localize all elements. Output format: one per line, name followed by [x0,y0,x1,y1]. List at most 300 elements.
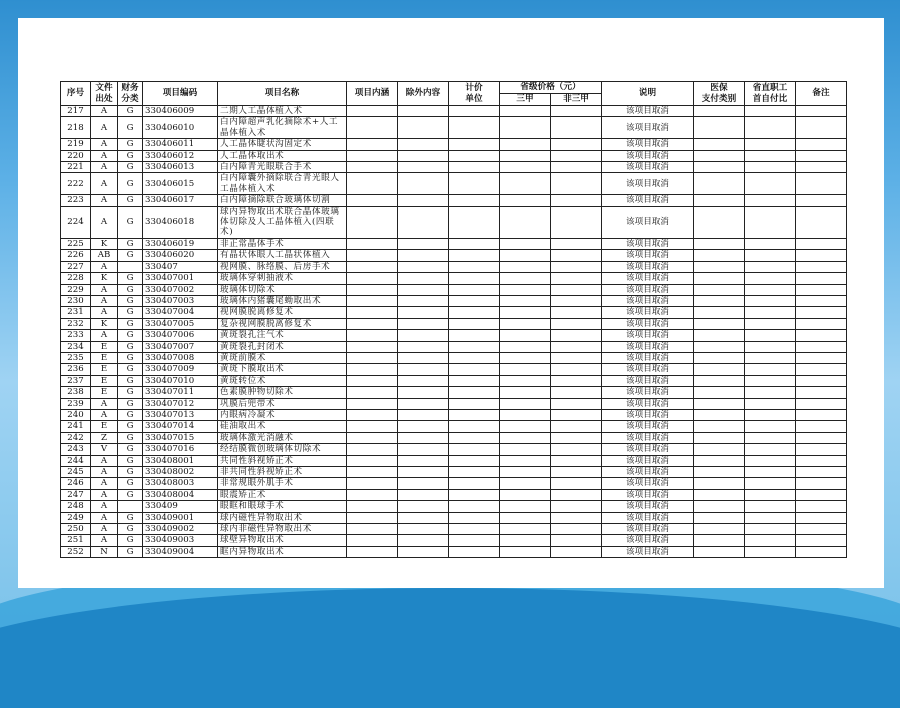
row-memo [796,117,847,139]
row-finance: G [118,330,143,341]
row-seq: 248 [61,501,91,512]
price-table [60,81,847,558]
row-connotation [347,501,398,512]
row-memo [796,409,847,420]
row-price-a [500,444,551,455]
row-code: 330407015 [143,432,218,443]
row-connotation [347,375,398,386]
row-finance: G [118,284,143,295]
row-source: A [91,330,118,341]
row-price-a [500,307,551,318]
row-connotation [347,295,398,306]
row-memo [796,284,847,295]
row-unit [449,478,500,489]
row-finance [118,501,143,512]
row-exclusion [398,489,449,500]
row-remark: 该项目取消 [602,421,694,432]
row-code: 330409001 [143,512,218,523]
row-insurance [694,352,745,363]
row-price-a [500,375,551,386]
row-code: 330406012 [143,150,218,161]
row-name: 白内障超声乳化摘除术+人工晶体植入术 [218,117,347,139]
table-row [61,307,847,318]
row-price-b [551,489,602,500]
row-code: 330408001 [143,455,218,466]
row-insurance [694,387,745,398]
row-name: 内眼病冷凝术 [218,409,347,420]
row-remark: 该项目取消 [602,162,694,173]
table-row [61,409,847,420]
row-remark: 该项目取消 [602,307,694,318]
row-price-a [500,535,551,546]
row-source: A [91,117,118,139]
row-finance: G [118,398,143,409]
row-finance: G [118,250,143,261]
row-code: 330407008 [143,352,218,363]
row-price-b [551,206,602,238]
row-price-a [500,546,551,557]
row-source: A [91,295,118,306]
row-source: A [91,467,118,478]
row-remark: 该项目取消 [602,364,694,375]
row-finance: G [118,341,143,352]
row-price-b [551,375,602,386]
row-exclusion [398,284,449,295]
row-unit [449,535,500,546]
row-price-b [551,330,602,341]
background-wave-dark [0,588,900,708]
row-exclusion [398,444,449,455]
row-source: A [91,535,118,546]
row-price-a [500,173,551,195]
row-name: 人工晶体取出术 [218,150,347,161]
table-row [61,117,847,139]
row-price-b [551,173,602,195]
row-finance: G [118,524,143,535]
row-price-a [500,467,551,478]
row-exclusion [398,364,449,375]
row-price-b [551,364,602,375]
col-finance: 财务 分类 [118,82,143,106]
row-price-a [500,117,551,139]
row-price-b [551,117,602,139]
row-connotation [347,352,398,363]
row-finance: G [118,467,143,478]
row-price-a [500,273,551,284]
row-ratio [745,398,796,409]
row-finance: G [118,421,143,432]
col-source: 文件 出处 [91,82,118,106]
row-remark: 该项目取消 [602,150,694,161]
row-remark: 该项目取消 [602,117,694,139]
row-remark: 该项目取消 [602,444,694,455]
row-price-a [500,238,551,249]
row-ratio [745,364,796,375]
row-price-a [500,432,551,443]
row-ratio [745,432,796,443]
row-insurance [694,284,745,295]
row-exclusion [398,295,449,306]
row-price-b [551,318,602,329]
row-exclusion [398,173,449,195]
row-connotation [347,467,398,478]
row-insurance [694,273,745,284]
row-ratio [745,512,796,523]
row-insurance [694,375,745,386]
row-price-b [551,501,602,512]
row-memo [796,535,847,546]
row-unit [449,284,500,295]
row-unit [449,238,500,249]
row-connotation [347,117,398,139]
row-code: 330407013 [143,409,218,420]
row-price-b [551,295,602,306]
table-row [61,173,847,195]
row-memo [796,455,847,466]
row-price-b [551,352,602,363]
row-ratio [745,195,796,206]
table-row [61,206,847,238]
row-memo [796,162,847,173]
row-remark: 该项目取消 [602,489,694,500]
row-exclusion [398,195,449,206]
row-exclusion [398,535,449,546]
row-seq: 230 [61,295,91,306]
col-remark: 说明 [602,82,694,106]
row-unit [449,117,500,139]
row-memo [796,524,847,535]
row-price-b [551,524,602,535]
row-remark: 该项目取消 [602,432,694,443]
row-price-b [551,261,602,272]
row-memo [796,250,847,261]
col-memo: 备注 [796,82,847,106]
row-remark: 该项目取消 [602,295,694,306]
col-price-b: 非三甲 [551,94,602,106]
row-seq: 227 [61,261,91,272]
row-insurance [694,489,745,500]
row-ratio [745,444,796,455]
row-remark: 该项目取消 [602,398,694,409]
row-name: 球内异物取出术联合晶体玻璃体切除及人工晶体植入(四联术) [218,206,347,238]
row-seq: 221 [61,162,91,173]
col-exclusion: 除外内容 [398,82,449,106]
row-connotation [347,139,398,150]
row-connotation [347,398,398,409]
row-remark: 该项目取消 [602,512,694,523]
row-price-a [500,398,551,409]
row-source: A [91,162,118,173]
row-ratio [745,535,796,546]
row-price-b [551,250,602,261]
row-ratio [745,318,796,329]
row-exclusion [398,330,449,341]
row-source: E [91,387,118,398]
row-source: A [91,524,118,535]
table-row [61,284,847,295]
row-seq: 246 [61,478,91,489]
row-remark: 该项目取消 [602,250,694,261]
row-remark: 该项目取消 [602,238,694,249]
row-name: 球壁异物取出术 [218,535,347,546]
row-connotation [347,318,398,329]
row-exclusion [398,387,449,398]
table-row [61,398,847,409]
row-memo [796,195,847,206]
row-memo [796,364,847,375]
row-name: 视网膜脱离修复术 [218,307,347,318]
row-price-b [551,341,602,352]
row-memo [796,106,847,117]
row-connotation [347,387,398,398]
row-seq: 233 [61,330,91,341]
row-unit [449,139,500,150]
row-ratio [745,284,796,295]
row-unit [449,341,500,352]
row-seq: 229 [61,284,91,295]
row-memo [796,444,847,455]
row-connotation [347,341,398,352]
row-insurance [694,195,745,206]
row-price-b [551,444,602,455]
row-name: 球内磁性异物取出术 [218,512,347,523]
row-remark: 该项目取消 [602,284,694,295]
row-code: 330406017 [143,195,218,206]
row-price-a [500,501,551,512]
table-row [61,139,847,150]
row-seq: 222 [61,173,91,195]
row-exclusion [398,398,449,409]
row-exclusion [398,524,449,535]
row-unit [449,206,500,238]
row-name: 眼震矫正术 [218,489,347,500]
row-insurance [694,512,745,523]
row-insurance [694,162,745,173]
row-price-a [500,261,551,272]
row-connotation [347,284,398,295]
row-ratio [745,117,796,139]
row-exclusion [398,467,449,478]
row-insurance [694,295,745,306]
row-insurance [694,261,745,272]
table-row [61,195,847,206]
row-insurance [694,250,745,261]
row-name: 复杂视网膜脱离修复术 [218,318,347,329]
row-remark: 该项目取消 [602,535,694,546]
row-insurance [694,432,745,443]
row-exclusion [398,512,449,523]
row-unit [449,375,500,386]
row-exclusion [398,421,449,432]
row-price-a [500,330,551,341]
row-memo [796,352,847,363]
row-seq: 239 [61,398,91,409]
row-exclusion [398,341,449,352]
table-row [61,501,847,512]
row-remark: 该项目取消 [602,387,694,398]
row-insurance [694,524,745,535]
row-memo [796,173,847,195]
row-price-b [551,546,602,557]
row-memo [796,341,847,352]
row-seq: 231 [61,307,91,318]
table-row [61,444,847,455]
row-finance: G [118,295,143,306]
table-row [61,250,847,261]
row-name: 白内障青光眼联合手术 [218,162,347,173]
row-exclusion [398,162,449,173]
row-finance: G [118,150,143,161]
row-code: 330409002 [143,524,218,535]
row-finance: G [118,117,143,139]
row-name: 黄斑裂孔注气术 [218,330,347,341]
table-row [61,318,847,329]
row-ratio [745,387,796,398]
row-finance: G [118,444,143,455]
row-price-b [551,478,602,489]
row-connotation [347,478,398,489]
row-connotation [347,106,398,117]
row-exclusion [398,478,449,489]
row-price-a [500,455,551,466]
table-row [61,364,847,375]
row-ratio [745,261,796,272]
row-code: 330408004 [143,489,218,500]
row-price-a [500,295,551,306]
row-price-b [551,421,602,432]
row-unit [449,467,500,478]
row-seq: 224 [61,206,91,238]
row-price-a [500,421,551,432]
row-code: 330406009 [143,106,218,117]
row-connotation [347,546,398,557]
header-row [61,82,847,94]
row-remark: 该项目取消 [602,546,694,557]
row-unit [449,261,500,272]
row-ratio [745,106,796,117]
row-finance: G [118,162,143,173]
row-name: 玻璃体激光消融术 [218,432,347,443]
row-code: 330406019 [143,238,218,249]
row-exclusion [398,375,449,386]
row-price-b [551,432,602,443]
row-insurance [694,455,745,466]
col-ratio: 省直职工 首自付比 [745,82,796,106]
row-finance: G [118,318,143,329]
col-seq: 序号 [61,82,91,106]
row-seq: 244 [61,455,91,466]
row-source: A [91,261,118,272]
row-remark: 该项目取消 [602,330,694,341]
row-ratio [745,173,796,195]
row-insurance [694,444,745,455]
row-unit [449,398,500,409]
row-source: A [91,489,118,500]
row-exclusion [398,432,449,443]
row-finance: G [118,352,143,363]
row-unit [449,444,500,455]
row-exclusion [398,206,449,238]
row-unit [449,455,500,466]
row-seq: 220 [61,150,91,161]
row-source: A [91,455,118,466]
row-memo [796,318,847,329]
row-seq: 237 [61,375,91,386]
row-finance: G [118,432,143,443]
row-name: 眶内异物取出术 [218,546,347,557]
row-connotation [347,409,398,420]
row-finance: G [118,546,143,557]
row-unit [449,273,500,284]
row-unit [449,512,500,523]
row-connotation [347,273,398,284]
row-finance: G [118,139,143,150]
row-connotation [347,364,398,375]
row-price-b [551,150,602,161]
table-row [61,467,847,478]
row-insurance [694,206,745,238]
row-ratio [745,352,796,363]
row-seq: 241 [61,421,91,432]
row-unit [449,195,500,206]
row-name: 黄斑裂孔封闭术 [218,341,347,352]
row-name: 黄斑下膜取出术 [218,364,347,375]
row-seq: 240 [61,409,91,420]
row-finance: G [118,535,143,546]
row-price-a [500,150,551,161]
col-insurance: 医保 支付类别 [694,82,745,106]
row-code: 330409003 [143,535,218,546]
row-memo [796,546,847,557]
row-insurance [694,307,745,318]
row-ratio [745,501,796,512]
row-code: 330407012 [143,398,218,409]
row-memo [796,206,847,238]
row-finance: G [118,238,143,249]
row-insurance [694,364,745,375]
row-memo [796,489,847,500]
row-finance: G [118,375,143,386]
row-connotation [347,162,398,173]
row-source: A [91,501,118,512]
row-source: AB [91,250,118,261]
row-code: 330407007 [143,341,218,352]
row-unit [449,250,500,261]
row-ratio [745,238,796,249]
row-unit [449,307,500,318]
row-insurance [694,341,745,352]
table-row [61,455,847,466]
row-seq: 225 [61,238,91,249]
row-price-b [551,273,602,284]
row-remark: 该项目取消 [602,467,694,478]
row-code: 330407004 [143,307,218,318]
row-remark: 该项目取消 [602,409,694,420]
row-source: E [91,364,118,375]
row-memo [796,261,847,272]
row-insurance [694,421,745,432]
row-price-b [551,139,602,150]
row-insurance [694,106,745,117]
row-seq: 235 [61,352,91,363]
row-price-b [551,455,602,466]
row-seq: 243 [61,444,91,455]
row-source: A [91,150,118,161]
row-price-a [500,409,551,420]
row-name: 球内非磁性异物取出术 [218,524,347,535]
row-price-a [500,250,551,261]
row-remark: 该项目取消 [602,524,694,535]
